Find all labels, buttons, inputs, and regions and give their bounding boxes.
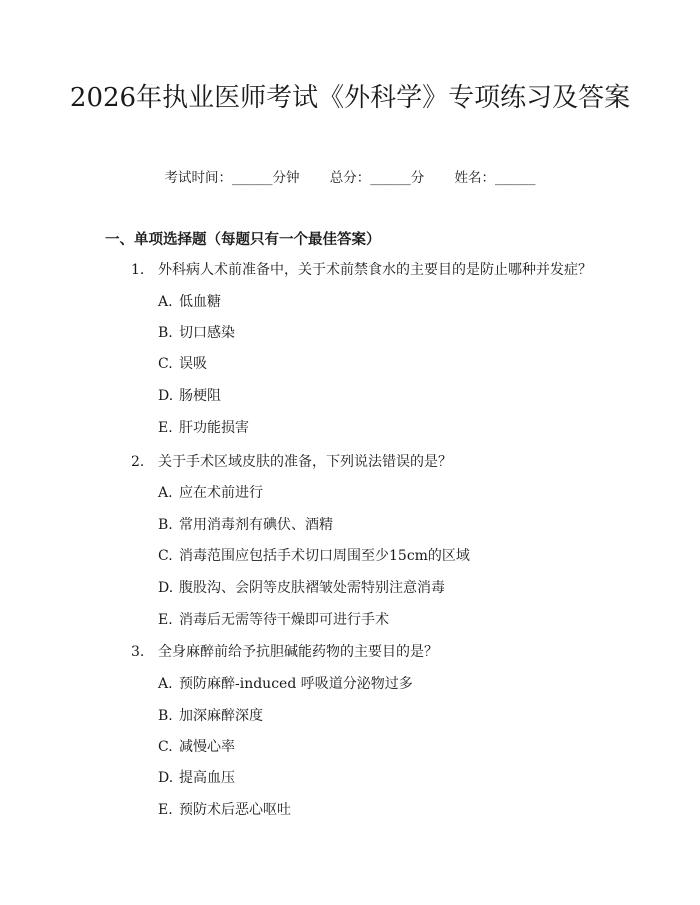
option-text: 肠梗阻 — [179, 388, 221, 404]
option-letter: E. — [158, 420, 173, 436]
question-2-option-d — [158, 578, 445, 598]
option-letter: D. — [158, 770, 174, 786]
option-letter: A. — [158, 294, 173, 310]
question-3-option-d — [158, 768, 235, 788]
question-1-option-d — [158, 386, 221, 406]
question-1 — [131, 260, 592, 280]
option-text: 加深麻醉深度 — [179, 708, 263, 724]
question-text: 关于手术区域皮肤的准备，下列说法错误的是？ — [158, 454, 452, 470]
question-3-option-a — [158, 674, 413, 694]
exam-time-field: 考试时间：______分钟 — [164, 170, 300, 186]
question-3 — [131, 642, 438, 662]
option-letter: C. — [158, 739, 173, 755]
option-letter: B. — [158, 517, 173, 533]
option-text: 切口感染 — [179, 325, 235, 341]
total-score-field: 总分：______分 — [329, 170, 425, 186]
option-text: 低血糖 — [179, 294, 221, 310]
question-3-option-c — [158, 737, 235, 757]
option-letter: D. — [158, 580, 174, 596]
document-title: 2026年执业医师考试《外科学》专项练习及答案 — [69, 83, 631, 113]
question-1-option-c — [158, 354, 207, 374]
exam-info-line — [0, 168, 700, 188]
section-heading: 一、单项选择题（每题只有一个最佳答案） — [105, 231, 381, 248]
option-letter: D. — [158, 388, 174, 404]
question-number: 3. — [131, 644, 145, 660]
question-1-option-a — [158, 292, 221, 312]
option-letter: E. — [158, 802, 173, 818]
option-letter: E. — [158, 612, 173, 628]
option-text: 提高血压 — [179, 770, 235, 786]
option-text: 腹股沟、会阴等皮肤褶皱处需特别注意消毒 — [179, 580, 445, 596]
option-letter: A. — [158, 485, 173, 501]
question-text: 全身麻醉前给予抗胆碱能药物的主要目的是？ — [158, 644, 438, 660]
option-text: 预防麻醉-induced 呼吸道分泌物过多 — [179, 676, 413, 692]
option-text: 应在术前进行 — [179, 485, 263, 501]
question-2-option-a — [158, 483, 263, 503]
option-text: 常用消毒剂有碘伏、酒精 — [179, 517, 333, 533]
question-3-option-e — [158, 800, 291, 820]
question-2-option-b — [158, 515, 333, 535]
question-2-option-e — [158, 610, 389, 630]
option-text: 消毒范围应包括手术切口周围至少15cm的区域 — [179, 548, 470, 564]
question-number: 1. — [131, 262, 145, 278]
question-2 — [131, 452, 452, 472]
question-text: 外科病人术前准备中，关于术前禁食水的主要目的是防止哪种并发症？ — [158, 262, 592, 278]
option-letter: A. — [158, 676, 173, 692]
student-name-field: 姓名：______ — [454, 170, 536, 186]
option-letter: C. — [158, 356, 173, 372]
option-text: 减慢心率 — [179, 739, 235, 755]
question-2-option-c — [158, 546, 470, 566]
option-text: 预防术后恶心呕吐 — [179, 802, 291, 818]
option-text: 消毒后无需等待干燥即可进行手术 — [179, 612, 389, 628]
question-1-option-e — [158, 418, 249, 438]
option-text: 误吸 — [179, 356, 207, 372]
option-letter: B. — [158, 708, 173, 724]
option-text: 肝功能损害 — [179, 420, 249, 436]
question-number: 2. — [131, 454, 145, 470]
question-1-option-b — [158, 323, 235, 343]
question-3-option-b — [158, 706, 263, 726]
option-letter: B. — [158, 325, 173, 341]
option-letter: C. — [158, 548, 173, 564]
